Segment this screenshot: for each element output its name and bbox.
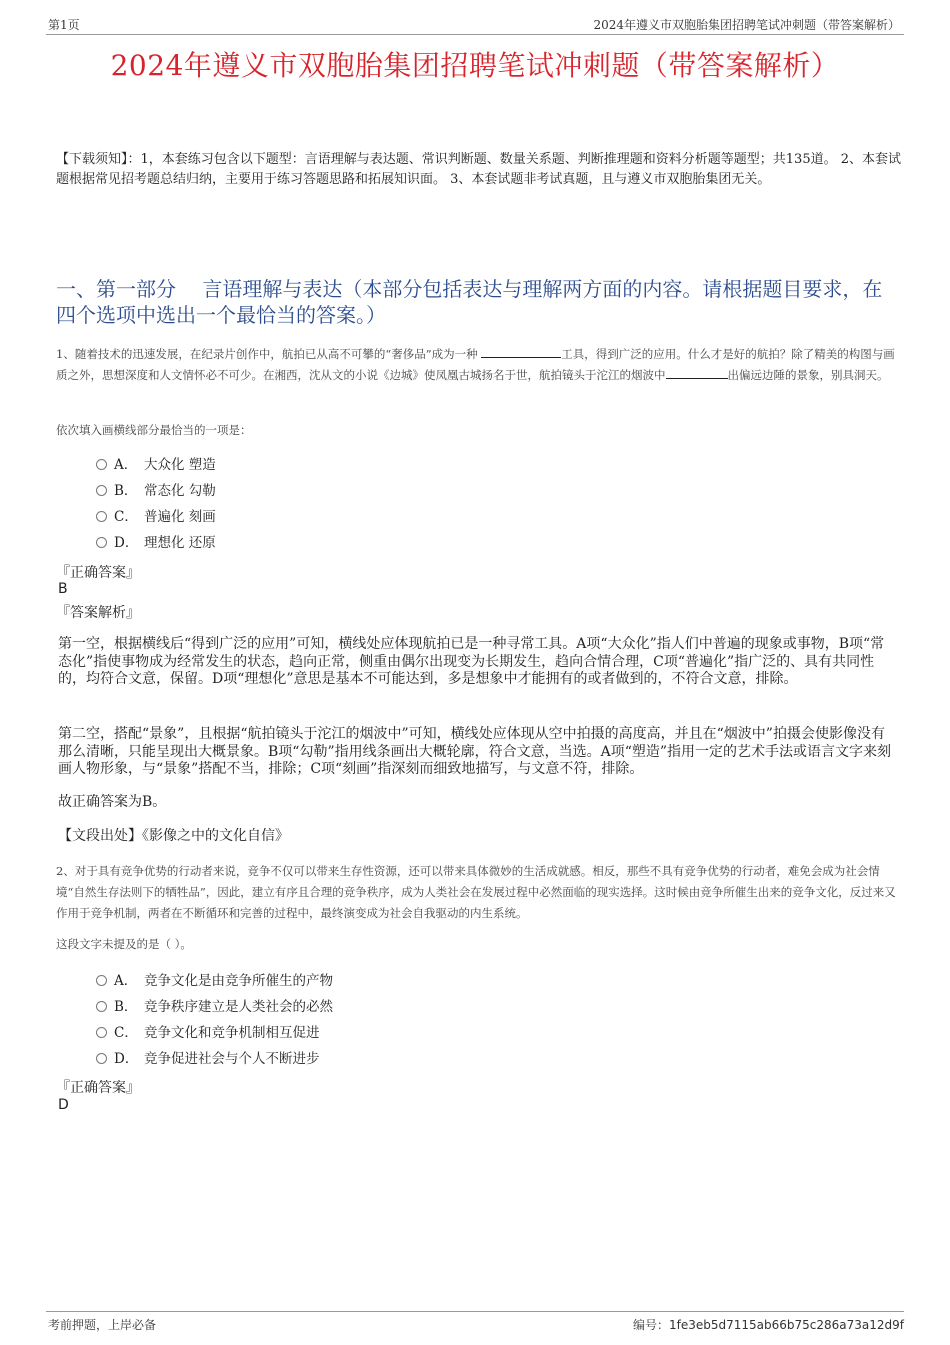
q1-options	[96, 452, 216, 556]
q2-answer: D	[58, 1097, 69, 1113]
header-doc-title: 2024年遵义市双胞胎集团招聘笔试冲刺题（带答案解析）	[593, 18, 900, 32]
q2-answer-label: 『正确答案』	[56, 1080, 140, 1096]
q1-blank-1	[481, 344, 561, 358]
q1-ask: 依次填入画横线部分最恰当的一项是：	[56, 423, 252, 437]
radio-icon[interactable]	[96, 459, 107, 470]
q1-source: 【文段出处】《影像之中的文化自信》	[58, 828, 289, 844]
q1-option-c[interactable]: C． 普遍化 刻画	[96, 504, 216, 530]
q2-option-d[interactable]: D． 竞争促进社会与个人不断进步	[96, 1046, 333, 1072]
q1-stem-part-b: 工具，得到广泛的应用。什么才是好的航拍？除了精美的构图与画质之外，思想深度和人文情怀必不可少。在湘西，沈从文的小说《边城》使凤凰古城扬名于世，航拍镜头于沱江的烟波中	[56, 347, 895, 382]
footer-slogan: 考前押题，上岸必备	[48, 1318, 157, 1332]
q1-stem-part-a: 1、随着技术的迅速发展，在纪录片创作中，航拍已从高不可攀的“奢侈品”成为一种	[56, 347, 482, 361]
q2-options	[96, 968, 333, 1072]
section-heading: 一、第一部分 言语理解与表达（本部分包括表达与理解两方面的内容。请根据题目要求，在四个选项中选出一个最恰当的答案。）	[56, 277, 883, 327]
radio-icon[interactable]	[96, 537, 107, 548]
page-header	[46, 14, 904, 35]
q1-analysis-label: 『答案解析』	[56, 605, 140, 621]
download-notice: 【下载须知】：1，本套练习包含以下题型：言语理解与表达题、常识判断题、数量关系题、判断推理题和资料分析题等题型；共135道。 2、本套试题根据常见招考题总结归纳，主要用于练习答题思路和拓展知识面。 3、本套试题非考试真题，且与遵义市双胞胎集团无关。	[56, 152, 901, 187]
question-2-stem: 2、对于具有竞争优势的行动者来说，竞争不仅可以带来生存性资源，还可以带来具体微妙的生活成就感。相反，那些不具有竞争优势的行动者，难免会成为社会情境“自然生存法则下的牺牲品”，因此，建立有序且合理的竞争秩序，成为人类社会在发展过程中必然面临的现实选择。这时候由竞争所催生出来的竞争文化，反过来又作用于竞争机制，两者在不断循环和完善的过程中，最终演变成为社会自我驱动的内生系统。	[56, 864, 896, 920]
q1-stem-part-c: 出偏远边陲的景象，别具洞天。	[727, 368, 889, 382]
radio-icon[interactable]	[96, 511, 107, 522]
radio-icon[interactable]	[96, 1053, 107, 1064]
q1-option-b[interactable]: B． 常态化 勾勒	[96, 478, 216, 504]
q1-answer: B	[58, 581, 68, 597]
radio-icon[interactable]	[96, 485, 107, 496]
q1-analysis-para-2: 第二空，搭配“景象”，且根据“航拍镜头于沱江的烟波中”可知，横线处应体现从空中拍摄的高度高，并且在“烟波中”拍摄会使影像没有那么清晰，只能呈现出大概景象。B项“勾勒”指用线条画出大概轮廓，符合文意，当选。A项“塑造”指用一定的艺术手法或语言文字来刻画人物形象，与“景象”搭配不当，排除；C项“刻画”指深刻而细致地描写，与文意不符，排除。	[58, 726, 892, 777]
q1-conclusion: 故正确答案为B。	[58, 794, 167, 810]
q1-option-d[interactable]: D． 理想化 还原	[96, 530, 216, 556]
q2-option-c[interactable]: C． 竞争文化和竞争机制相互促进	[96, 1020, 333, 1046]
q1-blank-2	[666, 365, 728, 379]
page-number: 第1页	[48, 18, 80, 32]
q2-ask: 这段文字未提及的是（ ）。	[56, 937, 192, 951]
q2-option-a[interactable]: A． 竞争文化是由竞争所催生的产物	[96, 968, 333, 994]
radio-icon[interactable]	[96, 1001, 107, 1012]
radio-icon[interactable]	[96, 975, 107, 986]
q1-answer-label: 『正确答案』	[56, 565, 140, 581]
document-title: 2024年遵义市双胞胎集团招聘笔试冲刺题（带答案解析）	[110, 49, 840, 82]
q2-option-b[interactable]: B． 竞争秩序建立是人类社会的必然	[96, 994, 333, 1020]
question-1-stem	[56, 344, 898, 386]
q1-option-a[interactable]: A． 大众化 塑造	[96, 452, 216, 478]
page-footer	[46, 1311, 904, 1342]
footer-code: 编号：1fe3eb5d7115ab66b75c286a73a12d9f	[632, 1318, 904, 1332]
q1-analysis-para-1: 第一空，根据横线后“得到广泛的应用”可知，横线处应体现航拍已是一种寻常工具。A项“大众化”指人们中普遍的现象或事物，B项“常态化”指使事物成为经常发生的状态，趋向正常，侧重由偶尔出现变为长期发生，趋向合情合理，C项“普遍化”指广泛的、具有共同性的，均符合文意，保留。D项“理想化”意思是基本不可能达到，多是想象中才能拥有的或者做到的，不符合文意，排除。	[58, 636, 885, 687]
radio-icon[interactable]	[96, 1027, 107, 1038]
